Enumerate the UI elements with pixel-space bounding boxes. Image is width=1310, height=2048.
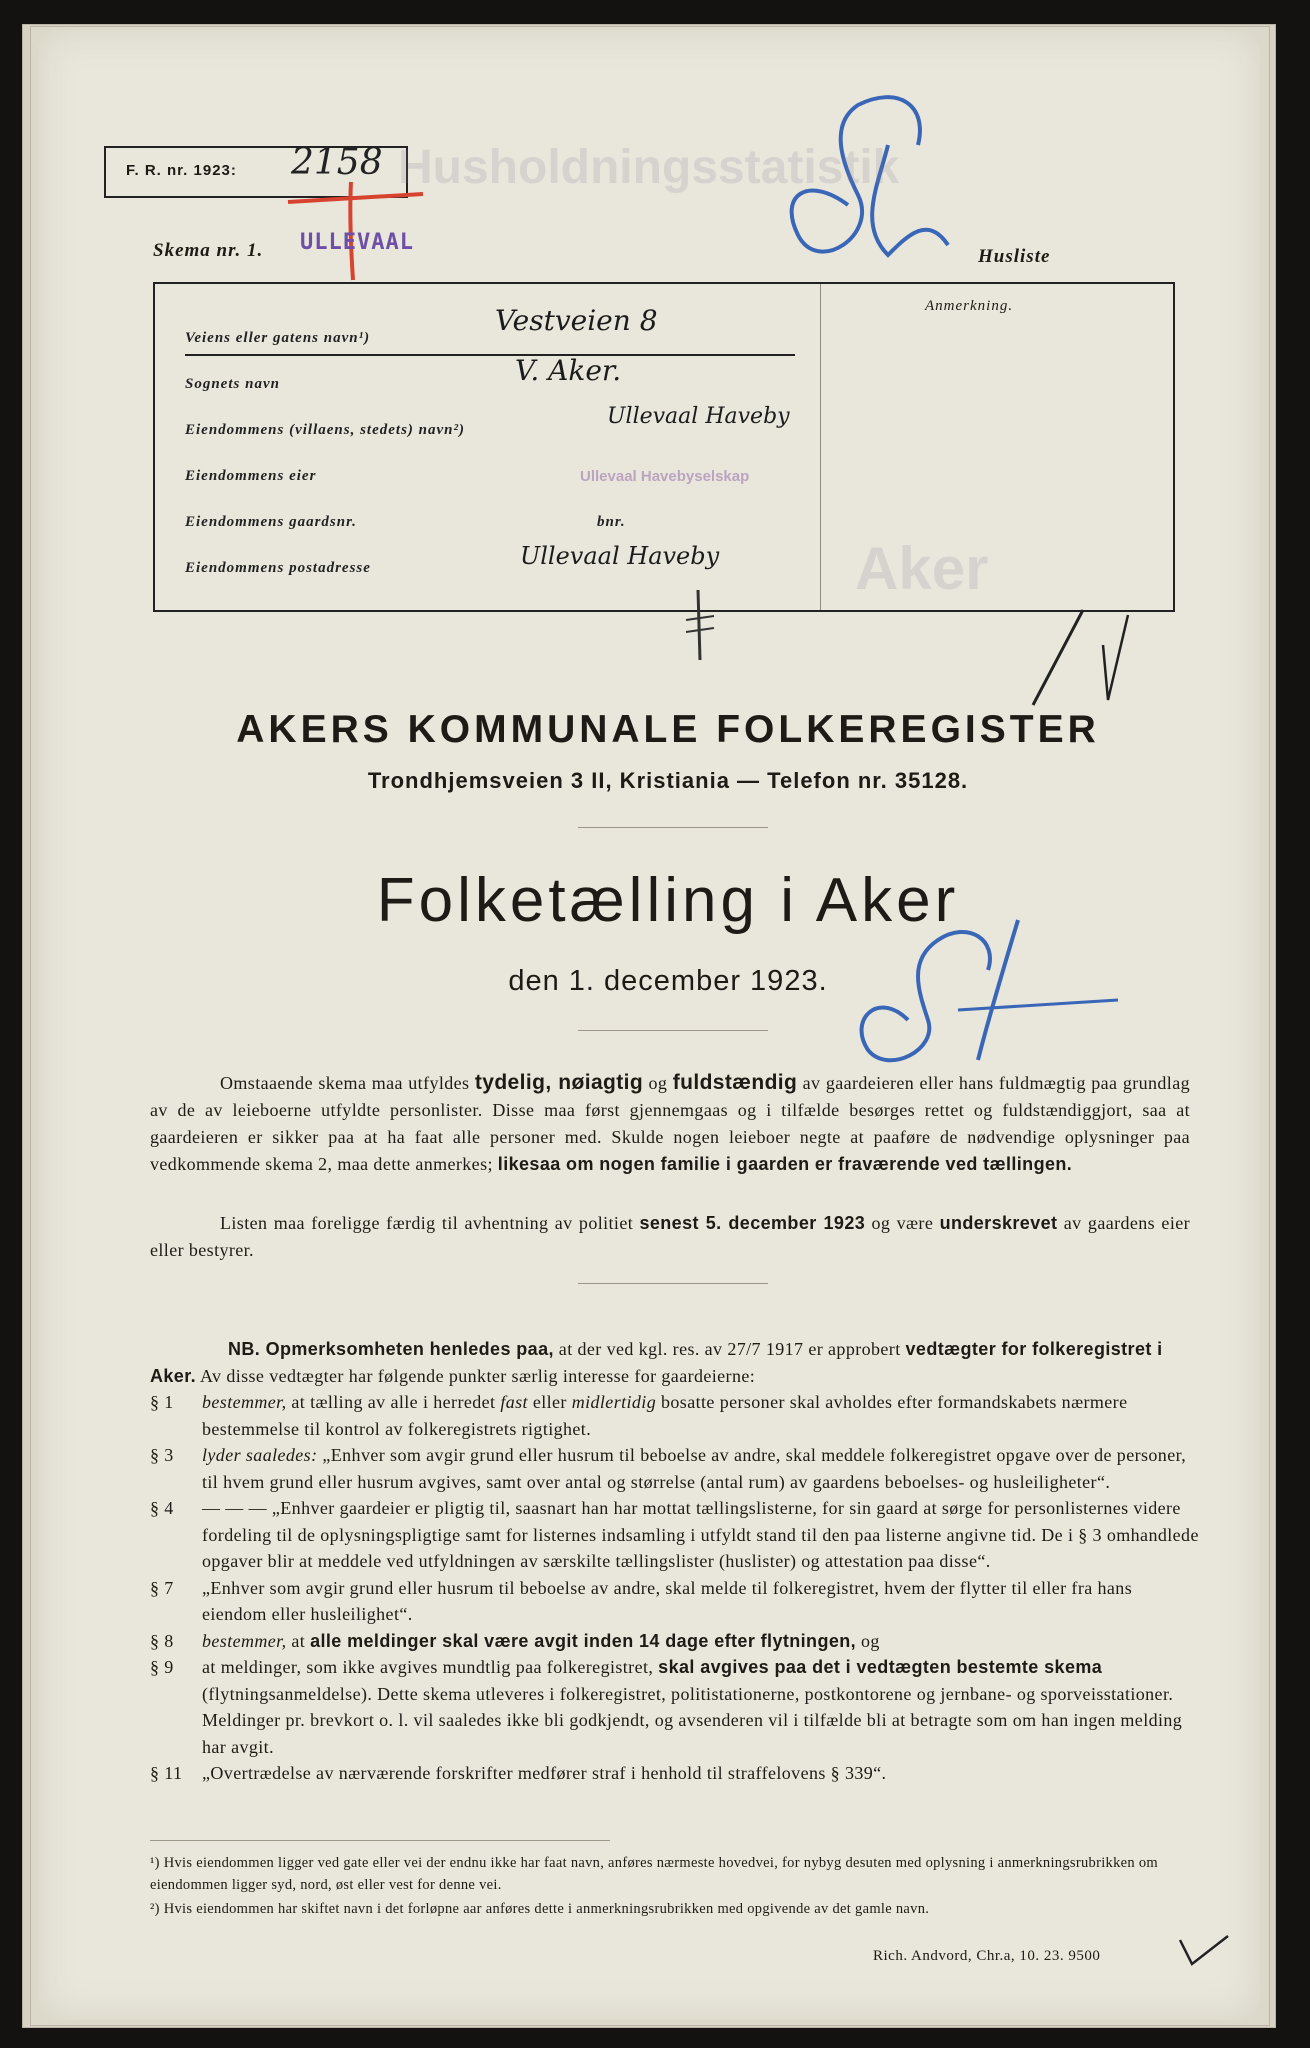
office-address: Trondhjemsveien 3 II, Kristiania — Telefon nr. 35128. (367, 768, 969, 793)
nb-paragraph (150, 1336, 1200, 1389)
section-symbol: § 7 (150, 1577, 174, 1598)
text-run: at der ved kgl. res. av 27/7 1917 er approbert (553, 1339, 906, 1359)
property-info-box (153, 282, 1175, 612)
text-run: bestemmer, (202, 1630, 287, 1651)
emphasis-run: alle meldinger skal være avgit inden 14 dage efter flytningen, (310, 1630, 857, 1651)
footnote-rule (150, 1840, 610, 1841)
section-symbol: § 11 (150, 1763, 183, 1783)
text-run: lyder saaledes: (202, 1445, 318, 1465)
text-run: eller (527, 1392, 572, 1412)
section-symbol: § 4 (150, 1498, 174, 1518)
rule-1 (578, 827, 768, 828)
section-symbol: § 8 (150, 1630, 174, 1651)
document-title: Folketælling i Aker (376, 866, 960, 935)
field-label-property-name: Eiendommens (villaens, stedets) navn²) (185, 422, 465, 438)
rule-2 (578, 1030, 768, 1031)
owner-stamp: Ullevaal Havebyselskap (580, 468, 750, 485)
emphasis-run: vedtægter for folkeregistret i Aker. (150, 1339, 1163, 1386)
pencil-check-bottom (1176, 1930, 1236, 1970)
emphasis-run: senest 5. december 1923 (639, 1213, 866, 1233)
street-underline (185, 354, 795, 356)
emphasis-run: fuldstændig (672, 1071, 798, 1094)
text-run: av gaardens eier eller bestyrer. (150, 1213, 1191, 1260)
text-run: Av disse vedtægter har følgende punkter særlig interesse for gaardeierne: (196, 1365, 756, 1386)
fr-number: 2158 (291, 142, 383, 183)
text-run: — — — „Enhver gaardeier er pligtig til, saasnart han har mottat tællingslisterne, for sin gaard at sørge for personlisternes videre fordeling til de oplysningspligtige samt for listernes indsamling i utfyldt stand til den paa listerne angivne tid. De i § 3 omhandlede opgaver blir at meddele ved utfyldningen av særskilte tællingslister (huslister) og attestation paa disse“. (202, 1498, 1199, 1571)
rule-3 (578, 1283, 768, 1284)
section-symbol: § 3 (150, 1445, 174, 1465)
section-3 (150, 1442, 1200, 1495)
section-symbol: § 9 (150, 1657, 174, 1677)
fr-label: F. R. nr. 1923: (126, 162, 237, 179)
document-page (38, 30, 1260, 2020)
section-1 (150, 1389, 1200, 1442)
field-label-gaardsnr: Eiendommens gaardsnr. (185, 514, 357, 530)
text-run: Listen maa foreligge færdig til avhentning av politiet (220, 1213, 640, 1233)
footnote-1: ¹) Hvis eiendommen ligger ved gate eller vei der endnu ikke har faat navn, anføres nærmeste hovedvei, for nybyg desuten med oplysning i anmerkningsrubrikken om eiendommen ligger syd, nord, øst eller vest for denne vei. (150, 1855, 1158, 1893)
nb-heading: NB. Opmerksomheten henledes paa, (228, 1339, 554, 1359)
section-11 (150, 1760, 1200, 1787)
husliste-label: Husliste (978, 246, 1051, 267)
text-run: „Enhver som avgir grund eller husrum til beboelse av andre, skal melde til folkeregistret, hvem der flytter til eller fra hans eiendom eller husleilighet“. (202, 1577, 1133, 1624)
district-stamp: ULLEVAAL (300, 230, 414, 255)
footnote-2: ²) Hvis eiendommen har skiftet navn i det forløpne aar anføres dette i anmerkningsrubrikken med opgivende av det gamle navn. (150, 1901, 930, 1917)
field-label-parish: Sognets navn (185, 376, 280, 392)
column-divider (820, 284, 821, 610)
anmerkning-label: Anmerkning. (925, 298, 1014, 314)
field-value-street: Vestveien 8 (495, 304, 658, 337)
field-label-street: Veiens eller gatens navn¹) (185, 330, 371, 346)
text-run: „Overtrædelse av nærværende forskrifter medfører straf i henhold til straffelovens § 339“. (202, 1763, 887, 1783)
section-7 (150, 1575, 1200, 1628)
field-value-property-name: Ullevaal Haveby (607, 404, 790, 429)
section-list (150, 1389, 1200, 1787)
text-run: og (643, 1073, 673, 1093)
text-run: at (286, 1630, 311, 1651)
emphasis-run: skal avgives paa det i vedtægten bestemte skema (658, 1657, 1103, 1677)
text-run: og være (865, 1213, 940, 1233)
text-run: „Enhver som avgir grund eller husrum til beboelse av andre, skal meddele folkeregistret opgave over de personer, til hvem grund eller husrum avgives, samt over antal og størrelse (antal rum) av gaardens beboelses- og husleiligheter“. (202, 1445, 1187, 1492)
bnr-label: bnr. (597, 514, 626, 530)
emphasis-run: underskrevet (939, 1213, 1058, 1233)
faint-bleedthrough: Husholdningsstatistik (398, 141, 900, 194)
field-value-parish: V. Aker. (515, 354, 622, 387)
text-run: bestemmer, (202, 1392, 287, 1412)
text-run: bosatte personer skal avholdes efter formandskabets nærmere bestemmelse til kontrol av folkeregistrets rigtighet. (202, 1392, 1128, 1439)
faint-aker-bleed: Aker (855, 535, 989, 602)
text-run: Omstaaende skema maa utfyldes (220, 1073, 475, 1093)
emphasis-run: tydelig, nøiagtig (474, 1071, 644, 1094)
text-run: av gaardeieren eller hans fuldmægtig paa grundlag av de av leieboerne utfyldte personlister. Disse maa først gjennemgaas og i tilfælde besørges rettet og fuldstændiggjort, saa at gaardeieren er sikker paa at ha faat alle personer med. Skulde nogen leieboer negte at paaføre de nødvendige oplysninger paa vedkommende skema 2, maa dette anmerkes; (150, 1073, 1191, 1174)
text-run: fast (500, 1392, 528, 1412)
census-date: den 1. december 1923. (508, 965, 828, 997)
emphasis-run: likesaa om nogen familie i gaarden er fraværende ved tællingen. (497, 1154, 1073, 1174)
printer-imprint: Rich. Andvord, Chr.a, 10. 23. 9500 (873, 1948, 1101, 1964)
text-run: at tælling av alle i herredet (286, 1392, 501, 1412)
field-value-postal-address: Ullevaal Haveby (520, 542, 720, 570)
instructions-paragraph-1 (150, 1070, 1190, 1178)
text-run: midlertidig (571, 1392, 657, 1412)
section-4 (150, 1495, 1200, 1575)
section-8 (150, 1628, 1200, 1655)
skema-label: Skema nr. 1. (153, 240, 264, 261)
blue-signature-middle (838, 900, 1138, 1080)
footnotes (150, 1852, 1210, 1920)
pencil-check-right (1023, 605, 1133, 715)
section-symbol: § 1 (150, 1392, 174, 1412)
pencil-mark-vertical (668, 590, 728, 670)
section-9 (150, 1654, 1200, 1760)
text-run: (flytningsanmeldelse). Dette skema utleveres i folkeregistret, politistationerne, postkontorene og jernbane- og sporveisstationer. Meldinger pr. brevkort o. l. vil saaledes ikke bli godkjendt, og avsenderen vil i tilfælde bli at betragte som om han ingen melding har avgit. (202, 1683, 1183, 1757)
field-label-owner: Eiendommens eier (185, 468, 317, 484)
office-name: AKERS KOMMUNALE FOLKEREGISTER (236, 708, 1100, 751)
text-run: og (856, 1630, 880, 1651)
text-run: at meldinger, som ikke avgives mundtlig paa folkeregistret, (202, 1657, 659, 1677)
field-label-postal-address: Eiendommens postadresse (185, 560, 371, 576)
instructions-paragraph-2 (150, 1210, 1190, 1264)
